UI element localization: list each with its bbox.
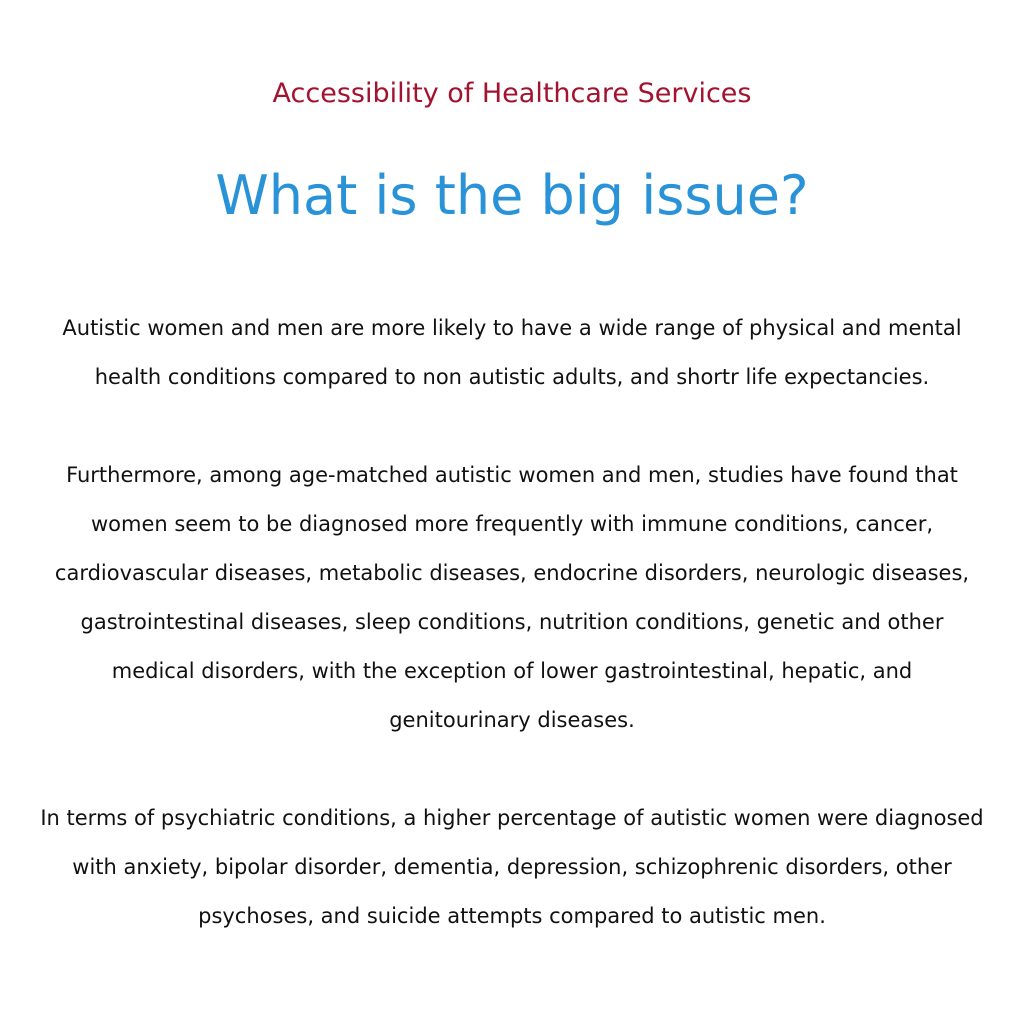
paragraph-psychiatric-conditions: In terms of psychiatric conditions, a higher percentage of autistic women were diagnosed with anxiety, bipolar disorder, dementia, depression, schizophrenic disorders, other psychoses, and suicide attempts compared to autistic men. <box>40 806 984 928</box>
paragraph-health-conditions: Autistic women and men are more likely to have a wide range of physical and mental health conditions compared to non autistic adults, and shortr life expectancies. <box>62 316 962 389</box>
paragraph-gender-differences: Furthermore, among age-matched autistic women and men, studies have found that women seem to be diagnosed more frequently with immune conditions, cancer, cardiovascular diseases, metabolic diseases, endocrine disorders, neurologic diseases, gastrointestinal diseases, sleep conditions, nutrition conditions, genetic and other medical disorders, with the exception of lower gastrointestinal, hepatic, and genitourinary diseases. <box>54 463 970 732</box>
page-title: What is the big issue? <box>215 164 809 227</box>
section-kicker: Accessibility of Healthcare Services <box>272 78 752 109</box>
